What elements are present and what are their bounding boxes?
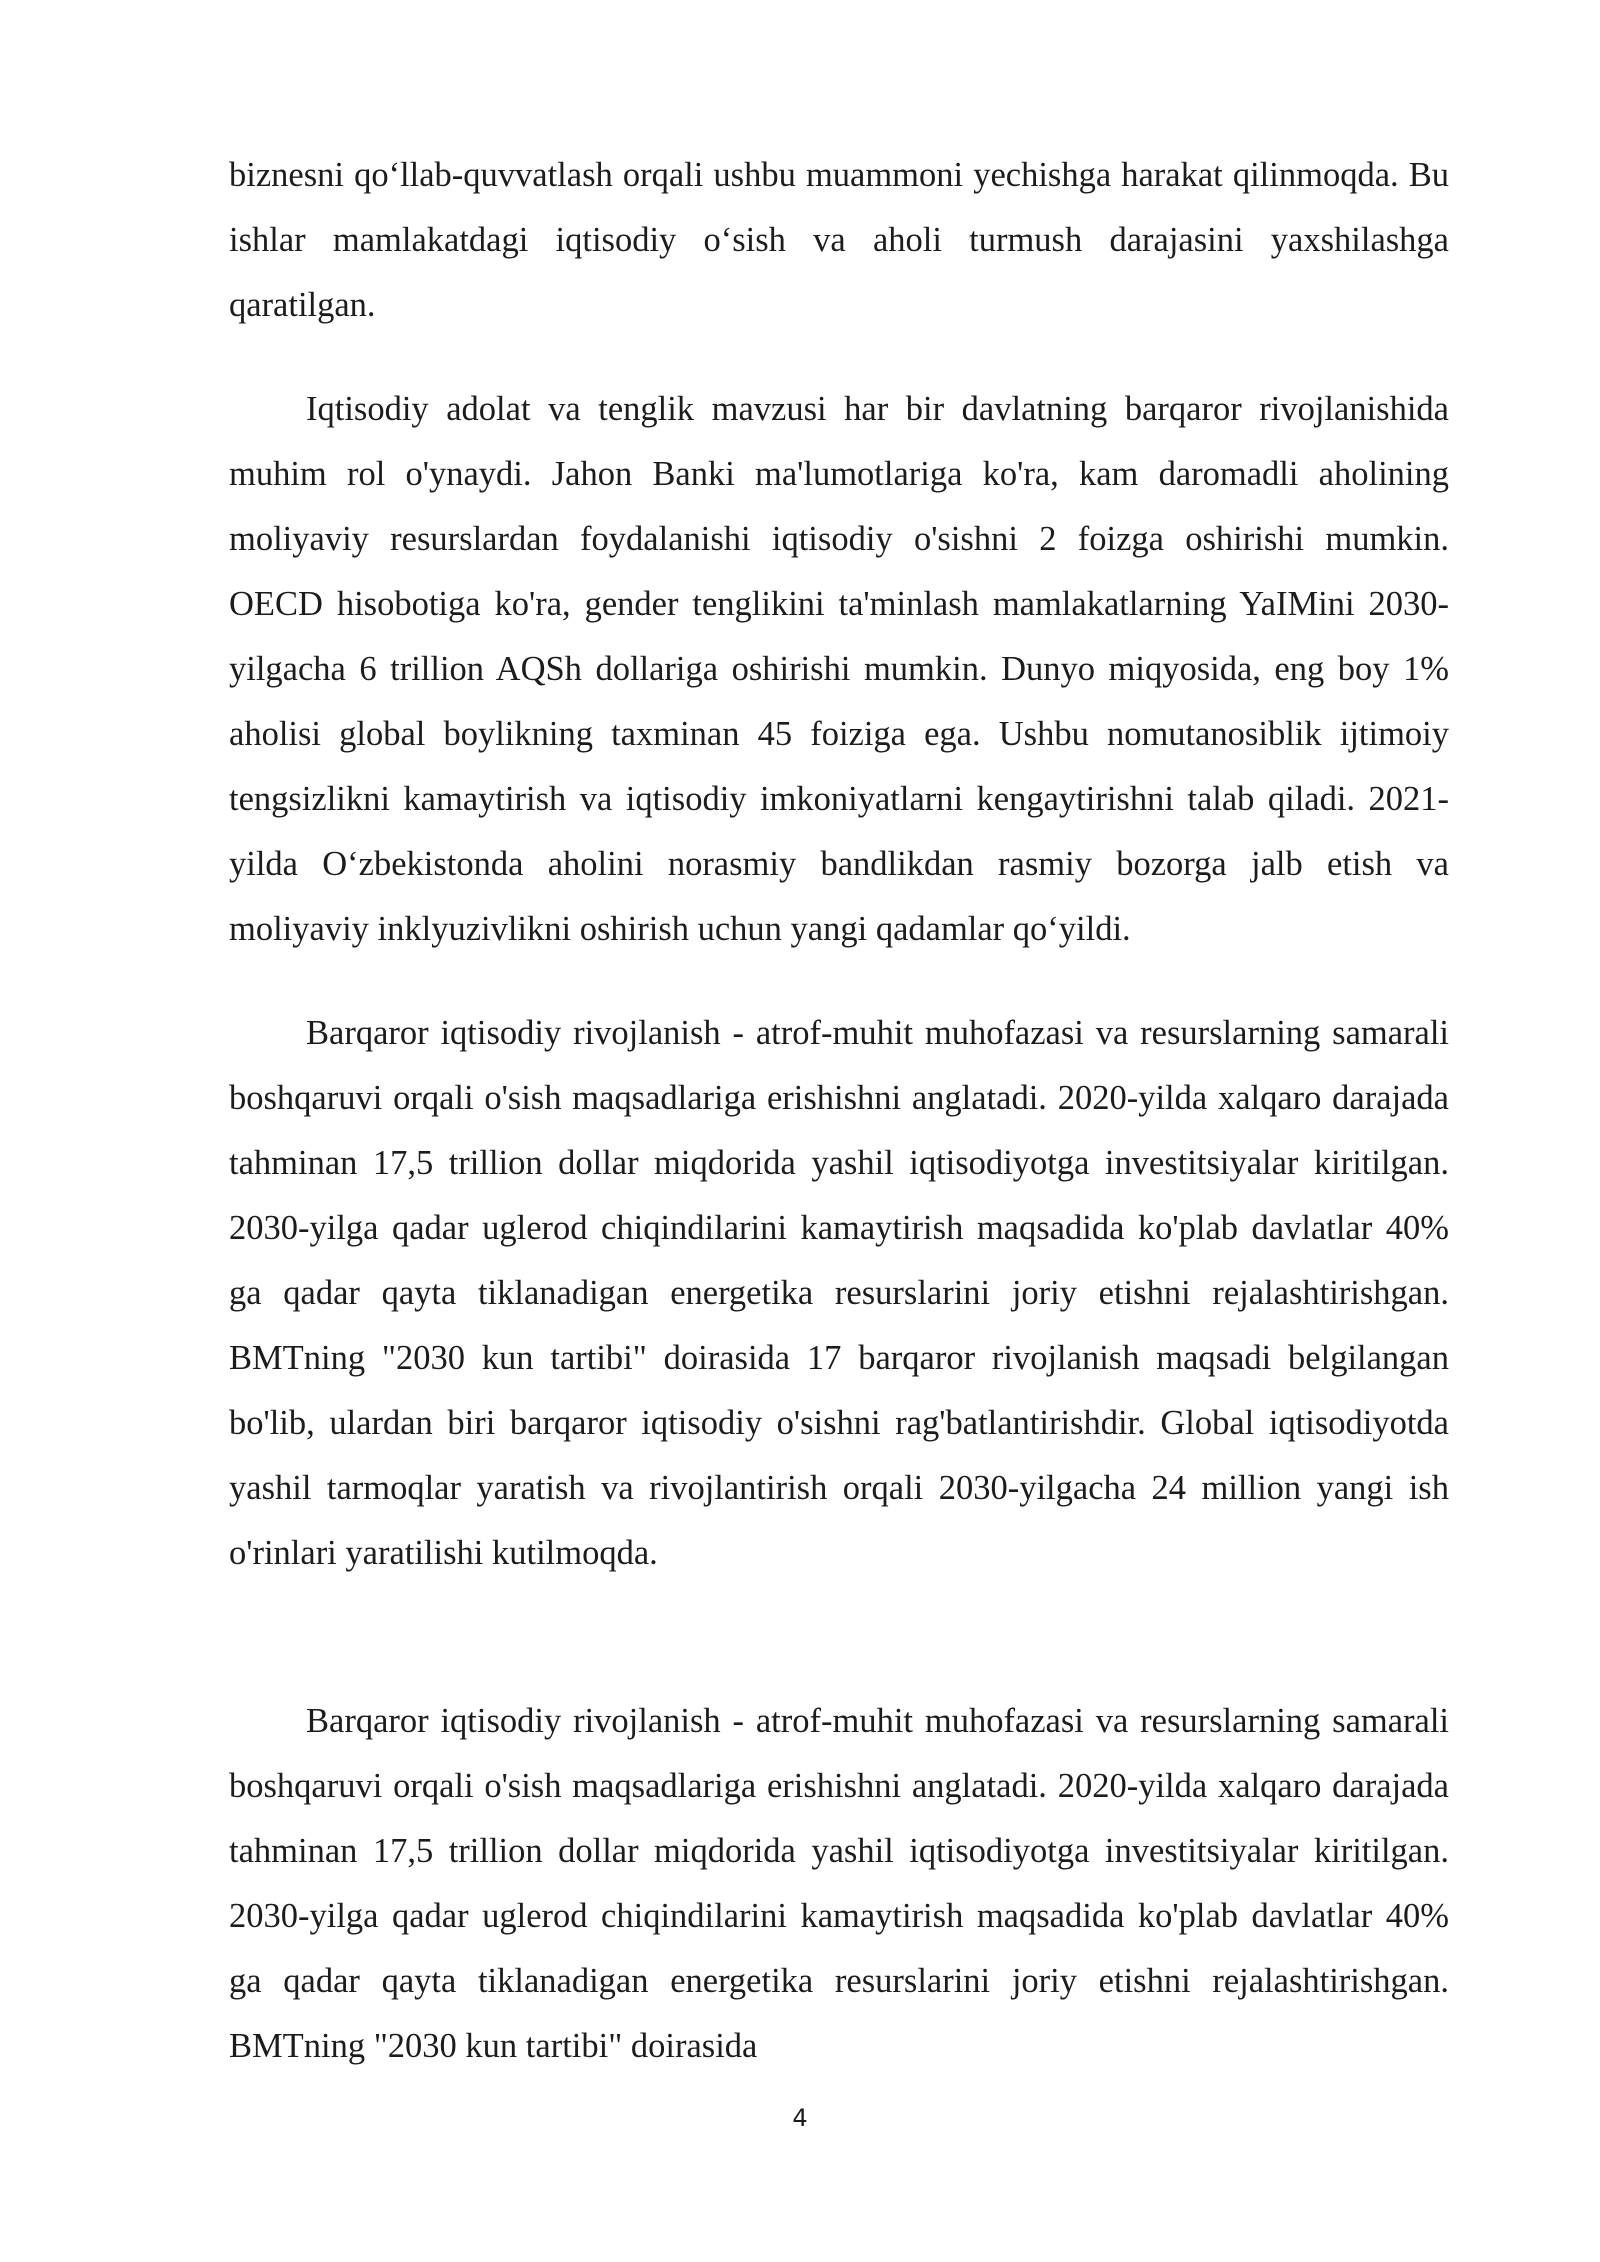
paragraph-sustainable-development: Barqaror iqtisodiy rivojlanish - atrof-muhit muhofazasi va resurslarning samarali boshqaruvi orqali o'sish maqsadlariga erishishni anglatadi. 2020-yilda xalqaro darajada tahminan 17,5 trillion dollar miqdorida yashil iqtisodiyotga investitsiyalar kiritilgan. 2030-yilga qadar uglerod chiqindilarini kamaytirish maqsadida ko'plab davlatlar 40% ga qadar qayta tiklanadigan energetika resurslarini joriy etishni rejalashtirishgan. BMTning "2030 kun tartibi" doirasida 17 barqaror rivojlanish maqsadi belgilangan bo'lib, ulardan biri barqaror iqtisodiy o'sishni rag'batlantirishdir. Global iqtisodiyotda yashil tarmoqlar yaratish va rivojlantirish orqali 2030-yilgacha 24 million yangi ish o'rinlari yaratilishi kutilmoqda. xyxy=(229,1014,1449,1572)
page-number: 4 xyxy=(792,2104,808,2132)
paragraph-sustainable-development-repeat: Barqaror iqtisodiy rivojlanish - atrof-muhit muhofazasi va resurslarning samarali boshqaruvi orqali o'sish maqsadlariga erishishni anglatadi. 2020-yilda xalqaro darajada tahminan 17,5 trillion dollar miqdorida yashil iqtisodiyotga investitsiyalar kiritilgan. 2030-yilga qadar uglerod chiqindilarini kamaytirish maqsadida ko'plab davlatlar 40% ga qadar qayta tiklanadigan energetika resurslarini joriy etishni rejalashtirishgan. BMTning "2030 kun tartibi" doirasida xyxy=(229,1702,1449,2065)
paragraph-economic-justice: Iqtisodiy adolat va tenglik mavzusi har bir davlatning barqaror rivojlanishida muhim rol o'ynaydi. Jahon Banki ma'lumotlariga ko'ra, kam daromadli aholining moliyaviy resurslardan foydalanishi iqtisodiy o'sishni 2 foizga oshirishi mumkin. OECD hisobotiga ko'ra, gender tenglikini ta'minlash mamlakatlarning YaIMini 2030-yilgacha 6 trillion AQSh dollariga oshirishi mumkin. Dunyo miqyosida, eng boy 1% aholisi global boylikning taxminan 45 foiziga ega. Ushbu nomutanosiblik ijtimoiy tengsizlikni kamaytirish va iqtisodiy imkoniyatlarni kengaytirishni talab qiladi. 2021-yilda O‘zbekistonda aholini norasmiy bandlikdan rasmiy bozorga jalb etish va moliyaviy inklyuzivlikni oshirish uchun yangi qadamlar qo‘yildi. xyxy=(229,390,1449,948)
paragraph-continuation: biznesni qo‘llab-quvvatlash orqali ushbu muammoni yechishga harakat qilinmoqda. Bu ishlar mamlakatdagi iqtisodiy o‘sish va aholi turmush darajasini yaxshilashga qaratilgan. xyxy=(229,156,1449,324)
